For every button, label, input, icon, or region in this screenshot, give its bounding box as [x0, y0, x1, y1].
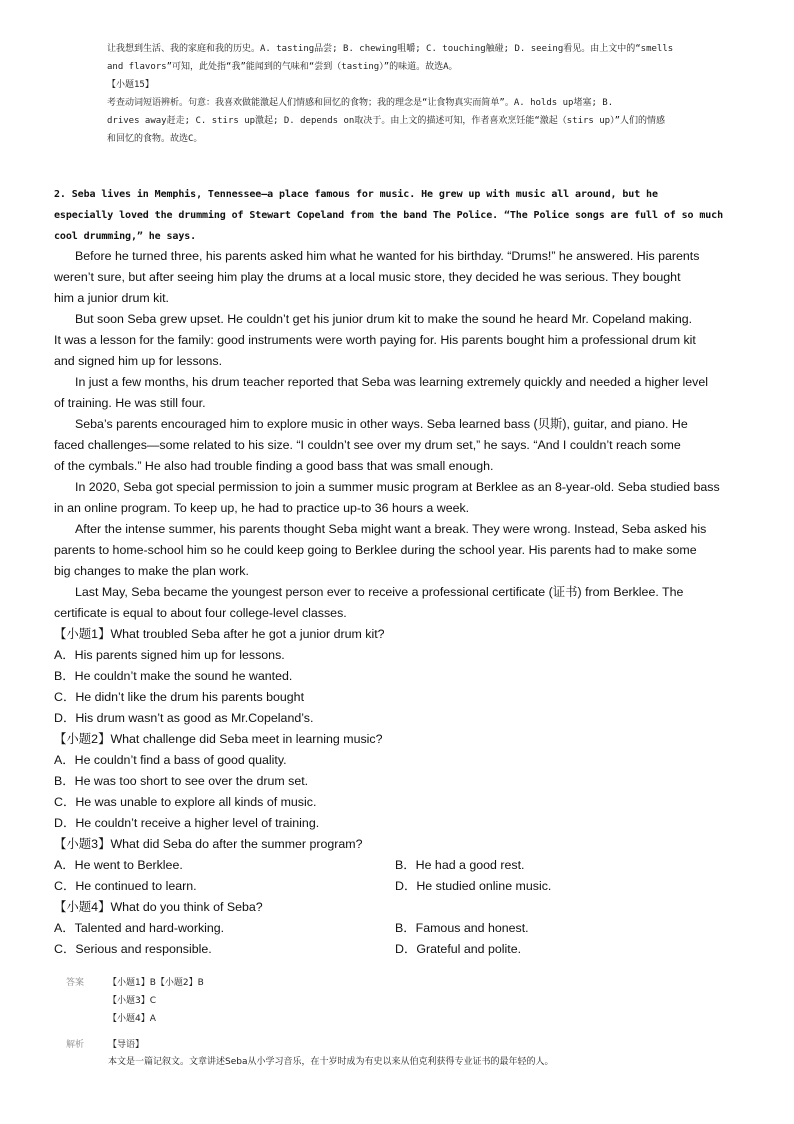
answer-line: 【小题4】A — [108, 1014, 156, 1024]
option-row — [54, 876, 754, 897]
option-row — [54, 918, 754, 939]
paragraph-line: Last May, Seba became the youngest person ever to receive a professional certificate (证书) from Berklee. The — [75, 585, 684, 599]
explanation-line: 【小题15】 — [107, 80, 154, 90]
option-b: B．Famous and honest. — [395, 921, 529, 935]
option-c: C．He continued to learn. — [54, 879, 197, 893]
paragraph-line: After the intense summer, his parents thought Seba might want a break. They were wrong. Instead, Seba asked his — [75, 522, 707, 536]
paragraph-line: certificate is equal to about four college-level classes. — [54, 606, 347, 620]
option-row — [54, 855, 754, 876]
previous-explanation — [107, 40, 727, 148]
explanation-line: and flavors”可知，此处指“我”能闻到的气味和“尝到（tasting）”的味道。故选A。 — [107, 62, 458, 72]
option-b: B．He couldn’t make the sound he wanted. — [54, 669, 293, 683]
answer-line: 【小题3】C — [108, 996, 157, 1006]
paragraph-line: of training. He was still four. — [54, 396, 206, 410]
option-c: C．Serious and responsible. — [54, 942, 212, 956]
answer-label: 答案 — [66, 978, 85, 988]
paragraph-line: It was a lesson for the family: good instruments were worth paying for. His parents bought him a professional drum kit — [54, 333, 696, 347]
paragraph-line: But soon Seba grew upset. He couldn’t get his junior drum kit to make the sound he heard Mr. Copeland making. — [75, 312, 693, 326]
paragraph-line: parents to home-school him so he could keep going to Berklee during the school year. His parents had to make some — [54, 543, 697, 557]
paragraph-line: Before he turned three, his parents asked him what he wanted for his birthday. “Drums!” he answered. His parents — [75, 249, 700, 263]
option-b: B．He was too short to see over the drum set. — [54, 774, 309, 788]
paragraph-line: in an online program. To keep up, he had to practice up-to 36 hours a week. — [54, 501, 470, 515]
intro-line: 2. Seba lives in Memphis, Tennessee—a place famous for music. He grew up with music all around, but he — [54, 189, 658, 200]
option-a: A．His parents signed him up for lessons. — [54, 648, 285, 662]
option-c: C．He was unable to explore all kinds of music. — [54, 795, 317, 809]
explanation-line: 让我想到生活、我的家庭和我的历史。A. tasting品尝; B. chewing咀嚼; C. touching触碰; D. seeing看见。由上文中的“smells — [107, 44, 674, 54]
paragraph-line: Seba’s parents encouraged him to explore music in other ways. Seba learned bass (贝斯), guitar, and piano. He — [75, 417, 688, 431]
question-stem: 【小题2】What challenge did Seba meet in learning music? — [54, 732, 383, 746]
option-b: B．He had a good rest. — [395, 858, 525, 872]
paragraph-line: weren’t sure, but after seeing him play the drums at a local music store, they decided he was serious. They bought — [54, 270, 681, 284]
analysis-section — [66, 1037, 766, 1071]
paragraph-line: of the cymbals.” He also had trouble finding a good bass that was small enough. — [54, 459, 494, 473]
option-row — [54, 939, 754, 960]
option-c: C．He didn’t like the drum his parents bought — [54, 690, 305, 704]
intro-line: cool drumming,” he says. — [54, 231, 197, 242]
option-a: A．Talented and hard-working. — [54, 921, 225, 935]
answer-line: 【小题1】B【小题2】B — [108, 978, 204, 988]
analysis-label: 解析 — [66, 1040, 85, 1050]
passage-intro — [54, 184, 754, 247]
intro-line: especially loved the drumming of Stewart Copeland from the band The Police. “The Police songs are full of so much — [54, 210, 724, 221]
analysis-line: 【导语】 — [108, 1040, 145, 1050]
question-stem: 【小题4】What do you think of Seba? — [54, 900, 263, 914]
question-stem: 【小题1】What troubled Seba after he got a junior drum kit? — [54, 627, 385, 641]
explanation-line: drives away赶走; C. stirs up激起; D. depends on取决于。由上文的描述可知，作者喜欢烹饪能“激起（stirs up）”人们的情感 — [107, 116, 666, 126]
paragraph-line: In just a few months, his drum teacher reported that Seba was learning extremely quickly and needed a higher level — [75, 375, 708, 389]
paragraph-line: In 2020, Seba got special permission to join a summer music program at Berklee as an 8-year-old. Seba studied bass — [75, 480, 720, 494]
analysis-line: 本文是一篇记叙文。文章讲述Seba从小学习音乐，在十岁时成为有史以来从伯克利获得专业证书的最年轻的人。 — [108, 1057, 554, 1067]
passage-body — [54, 246, 754, 960]
explanation-line: 考查动词短语辨析。句意：我喜欢做能激起人们情感和回忆的食物；我的理念是“让食物真实而简单”。A. holds up堵塞; B. — [107, 98, 614, 108]
paragraph-line: and signed him up for lessons. — [54, 354, 223, 368]
answer-section — [66, 974, 766, 1028]
option-a: A．He went to Berklee. — [54, 858, 183, 872]
paragraph-line: big changes to make the plan work. — [54, 564, 249, 578]
option-d: D．Grateful and polite. — [395, 942, 522, 956]
option-d: D．He studied online music. — [395, 879, 552, 893]
paragraph-line: him a junior drum kit. — [54, 291, 169, 305]
explanation-line: 和回忆的食物。故选C。 — [107, 134, 203, 144]
option-a: A．He couldn’t find a bass of good quality. — [54, 753, 287, 767]
option-d: D．He couldn’t receive a higher level of training. — [54, 816, 320, 830]
paragraph-line: faced challenges—some related to his size. “I couldn’t see over my drum set,” he says. “And I couldn’t reach some — [54, 438, 681, 452]
option-d: D．His drum wasn’t as good as Mr.Copeland’s. — [54, 711, 314, 725]
question-stem: 【小题3】What did Seba do after the summer program? — [54, 837, 363, 851]
